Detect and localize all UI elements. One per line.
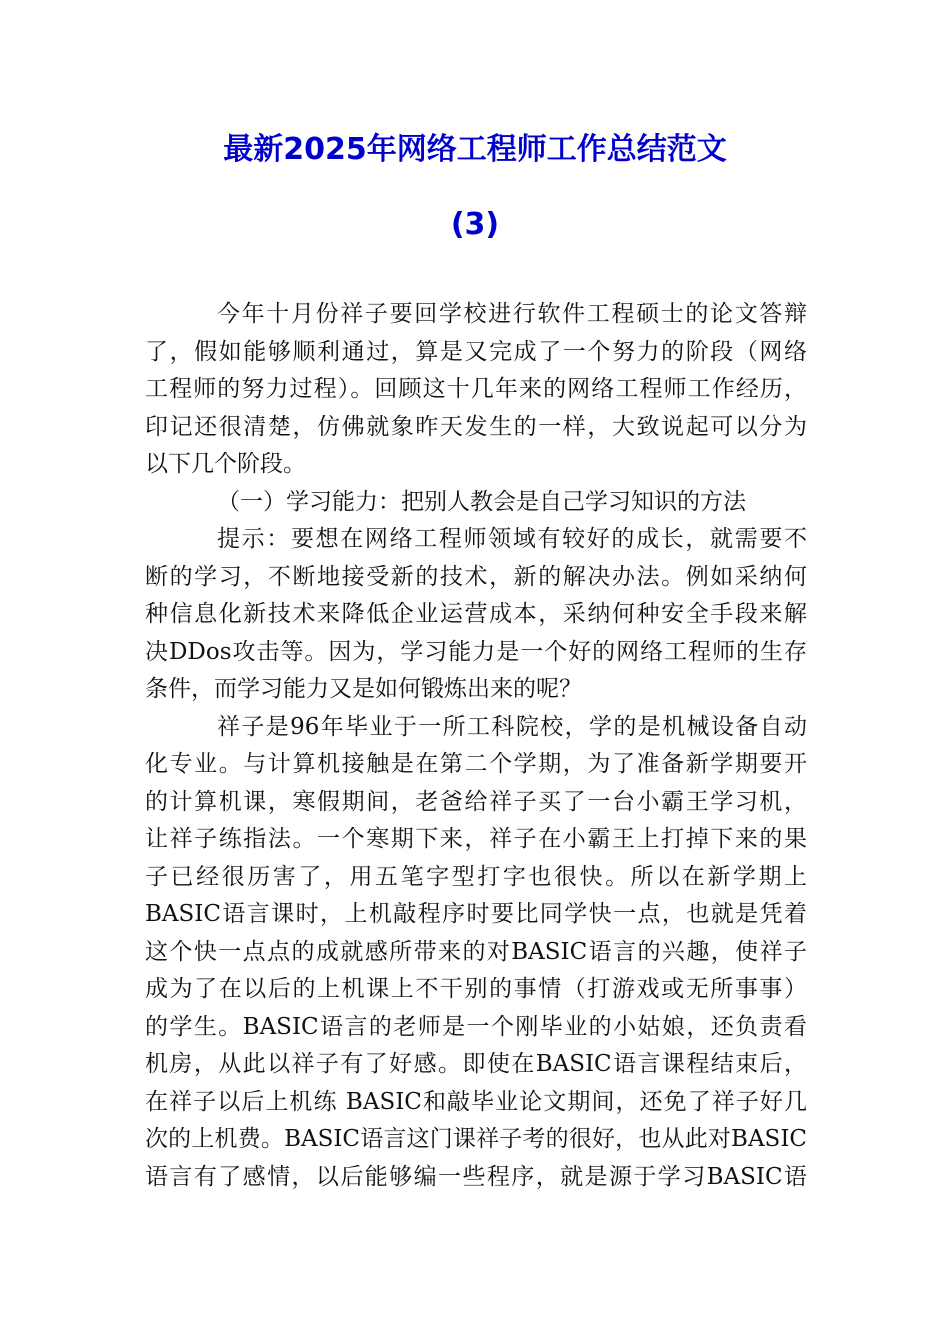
text-line: 条件，而学习能力又是如何锻炼出来的呢？ [145, 676, 582, 702]
text-line: 的计算机课，寒假期间，老爸给祥子买了一台小霸王学习机， [145, 788, 807, 815]
section-heading-text: （一）学习能力：把别人教会是自己学习知识的方法 [217, 488, 746, 515]
text-line: 种信息化新技术来降低企业运营成本，采纳何种安全手段来解 [145, 601, 807, 627]
text-line: BASIC语言课时，上机敲程序时要比同学快一点，也就是凭着 [145, 901, 807, 927]
paragraph-tip [145, 521, 807, 709]
document-body [145, 296, 807, 1196]
text-line: 祥子是96年毕业于一所工科院校，学的是机械设备自动 [217, 713, 807, 740]
text-line: 语言有了感情，以后能够编一些程序，就是源于学习BASIC语 [145, 1163, 807, 1190]
text-line: 成为了在以后的上机课上不干别的事情（打游戏或无所事事） [145, 976, 807, 1002]
section-heading [145, 484, 807, 522]
text-line: 决DDos攻击等。因为，学习能力是一个好的网络工程师的生存 [145, 638, 807, 665]
text-line: 断的学习，不断地接受新的技术，新的解决办法。例如采纳何 [145, 563, 807, 590]
document-title: 最新2025年网络工程师工作总结范文 [223, 132, 727, 167]
text-line: 次的上机费。BASIC语言这门课祥子考的很好，也从此对BASIC [145, 1126, 807, 1152]
text-line: 化专业。与计算机接触是在第二个学期，为了准备新学期要开 [145, 751, 807, 777]
text-line: 让祥子练指法。一个寒期下来，祥子在小霸王上打掉下来的果 [145, 826, 807, 852]
text-line: 今年十月份祥子要回学校进行软件工程硕士的论文答辩 [217, 301, 807, 327]
document-title-number: (3) [450, 207, 500, 242]
paragraph-story [145, 709, 807, 1197]
text-line: 以下几个阶段。 [145, 451, 306, 477]
text-line: 这个快一点点的成就感所带来的对BASIC语言的兴趣，使祥子 [145, 938, 807, 965]
text-line: 机房，从此以祥子有了好感。即使在BASIC语言课程结束后， [145, 1051, 807, 1077]
text-line: 了，假如能够顺利通过，算是又完成了一个努力的阶段（网络 [145, 338, 807, 365]
paragraph-intro [145, 296, 807, 484]
text-line: 的学生。BASIC语言的老师是一个刚毕业的小姑娘，还负责看 [145, 1013, 807, 1040]
text-line: 子已经很历害了，用五笔字型打字也很快。所以在新学期上 [145, 863, 807, 890]
text-line: 提示：要想在网络工程师领域有较好的成长，就需要不 [217, 526, 807, 552]
text-line: 在祥子以后上机练 BASIC和敲毕业论文期间，还免了祥子好几 [145, 1088, 807, 1115]
text-line: 印记还很清楚，仿佛就象昨天发生的一样，大致说起可以分为 [145, 413, 807, 440]
text-line: 工程师的努力过程）。回顾这十几年来的网络工程师工作经历， [145, 376, 807, 402]
